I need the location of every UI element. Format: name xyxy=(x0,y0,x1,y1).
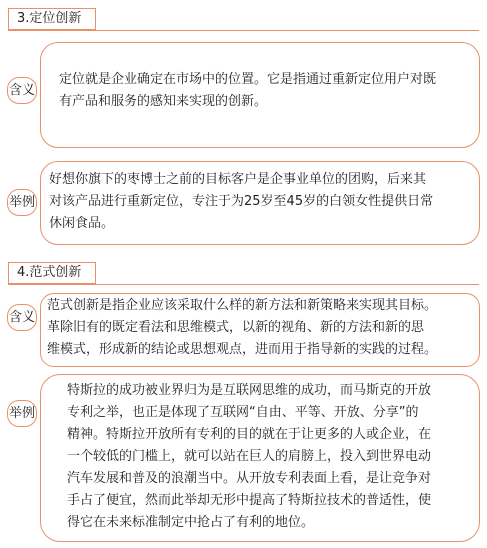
example-line: 特斯拉的成功被业界归为是互联网思维的成功，而马斯克的开放 xyxy=(67,383,432,398)
example-line: 精神。特斯拉开放所有专利的目的就在于让更多的人或企业，在 xyxy=(67,427,432,442)
section-heading-paradigm: 4.范式创新 xyxy=(8,262,96,284)
definition-box-positioning xyxy=(40,42,480,148)
definition-line: 范式创新是指企业应该采取什么样的新方法和新策略来实现其目标。 xyxy=(47,298,438,313)
definition-line: 维模式，形成新的结论或思想观点，进而用于指导新的实践的过程。 xyxy=(47,342,438,357)
example-tag: 举例 xyxy=(7,400,37,427)
definition-box-paradigm xyxy=(40,293,480,367)
example-box-positioning xyxy=(40,161,480,245)
definition-line: 革除旧有的既定看法和思维模式，以新的视角、新的方法和新的思 xyxy=(47,320,425,335)
definition-tag: 含义 xyxy=(7,304,37,331)
example-line: 一个较低的门槛上，就可以站在巨人的肩膀上，投入到世界电动 xyxy=(67,449,432,464)
example-box-paradigm xyxy=(40,374,480,542)
example-line: 手占了便宜，然而此举却无形中提高了特斯拉技术的普适性，使 xyxy=(67,493,432,508)
definition-tag: 含义 xyxy=(7,77,37,104)
example-tag: 举例 xyxy=(7,189,37,216)
example-line: 汽车发展和普及的浪潮当中。从开放专利表面上看，是让竞争对 xyxy=(67,471,432,486)
section-divider xyxy=(8,30,479,31)
example-line: 好想你旗下的枣博士之前的目标客户是企事业单位的团购，后来其 xyxy=(49,172,427,187)
section-divider xyxy=(8,284,479,285)
definition-line: 定位就是企业确定在市场中的位置。它是指通过重新定位用户对既 xyxy=(59,72,437,87)
example-line: 对该产品进行重新定位，专注于为25岁至45岁的白领女性提供日常 xyxy=(49,194,434,209)
example-line: 休闲食品。 xyxy=(49,216,115,231)
example-line: 专利之举，也正是体现了互联网“自由、平等、开放、分享”的 xyxy=(67,405,419,420)
definition-line: 有产品和服务的感知来实现的创新。 xyxy=(59,94,268,109)
section-heading-positioning: 3.定位创新 xyxy=(8,8,96,30)
example-line: 得它在未来标准制定中抢占了有利的地位。 xyxy=(67,515,315,530)
